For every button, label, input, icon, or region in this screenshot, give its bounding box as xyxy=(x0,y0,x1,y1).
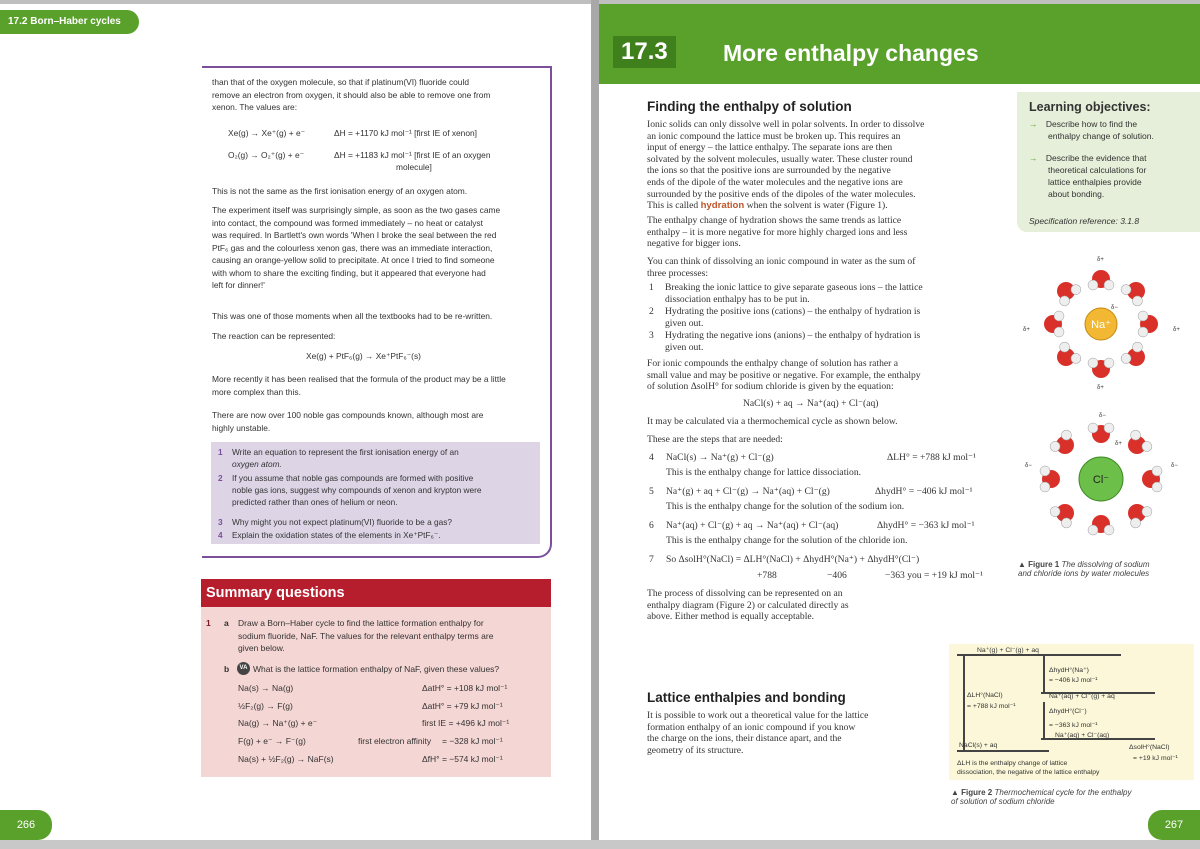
heading-lattice-enthalpies: Lattice enthalpies and bonding xyxy=(647,690,846,705)
summary-row-right: ΔatH° = +108 kJ mol⁻¹ xyxy=(422,683,508,693)
partial-charge-label: δ+ xyxy=(1173,327,1180,333)
cycle-note-2: dissociation, the negative of the lattice enthalpy xyxy=(957,769,1100,776)
question-4: 4 Explain the oxidation states of the elements in Xe⁺PtF₆⁻. xyxy=(218,530,441,540)
step-2: 2 Hydrating the positive ions (cations) – the enthalpy of hydration is given out. xyxy=(649,306,921,329)
para-noble-gas-compounds: There are now over 100 noble gas compounds known, although most are highly unstable. xyxy=(212,410,484,433)
para-recent: More recently it has been realised that the formula of the product may be a little more complex than this. xyxy=(212,374,506,397)
running-head: 17.2 Born–Haber cycles xyxy=(0,10,139,34)
para-thermochemical-cycle: It may be calculated via a thermochemical cycle as shown below. xyxy=(647,416,898,427)
oxygen-ie-value: ΔH = +1183 kJ mol⁻¹ [first IE of an oxygen xyxy=(334,150,491,160)
para-enthalpy-diagram: The process of dissolving can be represented on an enthalpy diagram (Figure 2) or calculated directly as above. Either method is equally acceptable. xyxy=(647,588,849,623)
para-not-same: This is not the same as the first ionisation energy of an oxygen atom. xyxy=(212,186,468,196)
summary-part-a: a xyxy=(224,618,229,628)
learning-objectives-box xyxy=(1017,92,1200,232)
cycle-hyd-cl-label: ΔhydH°(Cl⁻) xyxy=(1049,708,1087,715)
para-steps-needed: These are the steps that are needed: xyxy=(647,434,783,445)
reaction-equation: Xe(g) + PtF₆(g) → Xe⁺PtF₆⁻(s) xyxy=(306,351,421,361)
arrow-icon: → xyxy=(1029,153,1038,163)
section-title: More enthalpy changes xyxy=(723,40,979,66)
cycle-note-1: ΔLH is the enthalpy change of lattice xyxy=(957,760,1068,767)
para-ionic-solids: Ionic solids can only dissolve well in polar solvents. In order to dissolve an ionic compound the lattice must be broken up. This requires an input of energy – the lattice enthalpy. The separate ions are then solvated by the solvent molecules, usually water. These cluster round the ions so that the positive ions are surrounded by the negative ends of the dipole of the water molecules and the negative ions are surrounded by the positive ends of the dipoles of the water molecules. This is called hydration when the solvent is water (Figure 1). xyxy=(647,119,925,212)
level-line xyxy=(957,750,1049,752)
cycle-solution-value: = +19 kJ mol⁻¹ xyxy=(1133,755,1178,762)
cycle-hyd-na-label: ΔhydH°(Na⁺) xyxy=(1049,667,1089,674)
intro-text: than that of the oxygen molecule, so that if platinum(VI) fluoride could remove an electron from oxygen, it should also be able to remove one from xenon. The values are: xyxy=(212,77,491,112)
calc-step-4-equation: NaCl(s) → Na⁺(g) + Cl⁻(g) xyxy=(666,452,774,463)
specification-reference: Specification reference: 3.1.8 xyxy=(1029,216,1140,226)
summary-questions-title: Summary questions xyxy=(201,579,551,607)
calc-step-6-number: 6 xyxy=(649,520,654,531)
sodium-ion-label: Na⁺ xyxy=(1091,319,1111,331)
calc-step-7-result: −363 you = +19 kJ mol⁻¹ xyxy=(885,570,983,581)
figure-1-hydration-diagram xyxy=(1011,249,1197,559)
partial-charge-label: δ− xyxy=(1025,463,1032,469)
cycle-hyd-cl-value: = −363 kJ mol⁻¹ xyxy=(1049,722,1098,729)
chloride-hydration-group xyxy=(1025,413,1178,535)
cycle-lattice-label: ΔLH°(NaCl) xyxy=(967,692,1003,699)
calc-step-6-equation: Na⁺(aq) + Cl⁻(g) + aq → Na⁺(aq) + Cl⁻(aq) xyxy=(666,520,839,531)
para-theoretical-value: It is possible to work out a theoretical value for the lattice formation enthalpy of an ionic compound if you know the charge on the ions, their distance apart, and the geometry of its structure. xyxy=(647,710,869,756)
summary-part-b-text: What is the lattice formation enthalpy of NaF, given these values? xyxy=(253,664,500,674)
objective-2: → Describe the evidence that theoretical calculations for lattice enthalpies provide about bonding. xyxy=(1029,153,1147,199)
summary-row-left: Na(s) + ½F₂(g) → NaF(s) xyxy=(238,754,334,764)
bottom-edge xyxy=(0,840,1200,849)
page-number-left: 266 xyxy=(0,810,52,840)
page-number-right: 267 xyxy=(1148,810,1200,840)
step-3: 3 Hydrating the negative ions (anions) – the enthalpy of hydration is given out. xyxy=(649,330,921,353)
para-three-processes: You can think of dissolving an ionic compound in water as the sum of three processes: xyxy=(647,256,916,279)
calc-step-7-number: 7 xyxy=(649,554,654,565)
partial-charge-label: δ− xyxy=(1111,305,1118,311)
cycle-lattice-value: = +788 kJ mol⁻¹ xyxy=(967,703,1016,710)
level-line xyxy=(1041,738,1155,740)
summary-row-mid: first electron affinity xyxy=(358,736,432,746)
sodium-hydration-group xyxy=(1023,257,1180,391)
oxygen-ie-value-2: molecule] xyxy=(396,162,432,172)
learning-objectives-title: Learning objectives: xyxy=(1029,100,1151,114)
calc-step-4-value: ΔLH° = +788 kJ mol⁻¹ xyxy=(887,452,976,463)
calc-step-5-note: This is the enthalpy change for the solution of the sodium ion. xyxy=(666,501,905,512)
question-2: 2 If you assume that noble gas compounds are formed with positive noble gas ions, suggest why compounds of xenon and krypton were predicted rather than ones of helium or neon. xyxy=(218,473,482,507)
summary-row-left: ½F₂(g) → F(g) xyxy=(238,701,293,711)
math-skill-badge-icon: VA xyxy=(237,662,250,675)
partial-charge-label: δ+ xyxy=(1097,257,1104,263)
summary-part-a-text: Draw a Born–Haber cycle to find the lattice formation enthalpy for sodium fluoride, NaF. The values for the relevant enthalpy terms are given below. xyxy=(238,618,494,653)
summary-row-left: Na(g) → Na⁺(g) + e⁻ xyxy=(238,718,318,728)
calc-step-6-value: ΔhydH° = −363 kJ mol⁻¹ xyxy=(877,520,975,531)
spine-gutter xyxy=(591,0,599,849)
calc-step-6-note: This is the enthalpy change for the solution of the chloride ion. xyxy=(666,535,908,546)
figure-1-caption: ▲ Figure 1 The dissolving of sodium and chloride ions by water molecules xyxy=(1018,560,1150,578)
summary-row-left: F(g) + e⁻ → F⁻(g) xyxy=(238,736,306,746)
summary-row-right: ΔfH° = −574 kJ mol⁻¹ xyxy=(422,754,503,764)
partial-charge-label: δ+ xyxy=(1097,385,1104,391)
objective-1: → Describe how to find the enthalpy change of solution. xyxy=(1029,119,1154,141)
cycle-level-mid: Na⁺(aq) + Cl⁻(g) + aq xyxy=(1049,693,1115,700)
cycle-level-top: Na⁺(g) + Cl⁻(g) + aq xyxy=(977,647,1039,654)
para-reaction-intro: The reaction can be represented: xyxy=(212,331,336,341)
chloride-ion-label: Cl⁻ xyxy=(1092,474,1110,486)
section-number: 17.3 xyxy=(613,36,676,68)
level-line xyxy=(957,654,1121,656)
xenon-ie-equation: Xe(g) → Xe⁺(g) + e⁻ xyxy=(228,128,306,138)
partial-charge-label: δ− xyxy=(1099,413,1106,419)
heading-enthalpy-of-solution: Finding the enthalpy of solution xyxy=(647,99,852,114)
summary-row-left: Na(s) → Na(g) xyxy=(238,683,294,693)
calc-step-4-note: This is the enthalpy change for lattice dissociation. xyxy=(666,467,862,478)
figure-2-caption: ▲ Figure 2 Thermochemical cycle for the enthalpy of solution of sodium chloride xyxy=(951,788,1132,806)
xenon-ie-value: ΔH = +1170 kJ mol⁻¹ [first IE of xenon] xyxy=(334,128,477,138)
step-1: 1 Breaking the ionic lattice to give separate gaseous ions – the lattice dissociation enthalpy has to be put in. xyxy=(649,282,923,305)
partial-charge-label: δ+ xyxy=(1023,327,1030,333)
para-solution-sign: For ionic compounds the enthalpy change of solution has rather a small value and may be positive or negative. For example, the enthalpy of solution ΔsolH° for sodium chloride is given by the equation: xyxy=(647,358,921,393)
hydration-na-arrow xyxy=(1043,656,1045,694)
para-rewritten: This was one of those moments when all the textbooks had to be re-written. xyxy=(212,311,493,321)
partial-charge-label: δ− xyxy=(1171,463,1178,469)
figure-2-enthalpy-cycle xyxy=(949,644,1194,780)
section-banner xyxy=(599,4,1200,84)
right-page xyxy=(599,4,1200,840)
summary-row-right: first IE = +496 kJ mol⁻¹ xyxy=(422,718,510,728)
calc-step-5-equation: Na⁺(g) + aq + Cl⁻(g) → Na⁺(aq) + Cl⁻(g) xyxy=(666,486,830,497)
calc-step-7-equation: So ΔsolH°(NaCl) = ΔLH°(NaCl) + ΔhydH°(Na⁺) + ΔhydH°(Cl⁻) xyxy=(666,554,920,565)
calc-step-4-number: 4 xyxy=(649,452,654,463)
para-hydration-trends: The enthalpy change of hydration shows the same trends as lattice enthalpy – it is more negative for more highly charged ions and less negative for bigger ions. xyxy=(647,215,908,250)
cycle-level-start: NaCl(s) + aq xyxy=(959,742,998,749)
calc-step-7-value: +788 xyxy=(757,570,777,581)
calc-step-5-value: ΔhydH° = −406 kJ mol⁻¹ xyxy=(875,486,973,497)
summary-part-b: b xyxy=(224,664,230,674)
cycle-level-lower: Na⁺(aq) + Cl⁻(aq) xyxy=(1055,732,1110,739)
keyword-hydration: hydration xyxy=(700,200,745,212)
question-3: 3 Why might you not expect platinum(VI) fluoride to be a gas? xyxy=(218,517,452,527)
calc-step-7-value: −406 xyxy=(827,570,847,581)
summary-row-right: = −328 kJ mol⁻¹ xyxy=(442,736,503,746)
para-experiment: The experiment itself was surprisingly simple, as soon as the two gases came into contact, the compound was formed immediately – no heat or catalyst was required. In Bartlett's own words 'When I broke the seal between the red PtF₆ gas and the colourless xenon gas, there was an immediate interaction, causing an orange-yellow solid to precipitate. At once I tried to find someone with whom to share the exciting finding, but it appeared that everyone had left for dinner!' xyxy=(212,205,501,290)
left-page xyxy=(0,4,591,840)
cycle-hyd-na-value: = −406 kJ mol⁻¹ xyxy=(1049,677,1098,684)
calc-step-5-number: 5 xyxy=(649,486,654,497)
arrow-icon: → xyxy=(1029,119,1038,129)
cycle-solution-label: ΔsolH°(NaCl) xyxy=(1129,744,1170,751)
oxygen-ie-equation: O₂(g) → O₂⁺(g) + e⁻ xyxy=(228,150,305,160)
summary-q-number: 1 xyxy=(206,618,211,628)
hydration-cl-arrow xyxy=(1043,702,1045,740)
nacl-solution-equation: NaCl(s) + aq → Na⁺(aq) + Cl⁻(aq) xyxy=(743,398,879,409)
partial-charge-label: δ+ xyxy=(1115,441,1122,447)
question-1: 1 Write an equation to represent the first ionisation energy of an oxygen atom. xyxy=(218,447,459,469)
summary-row-right: ΔatH° = +79 kJ mol⁻¹ xyxy=(422,701,503,711)
lattice-arrow xyxy=(963,656,965,752)
